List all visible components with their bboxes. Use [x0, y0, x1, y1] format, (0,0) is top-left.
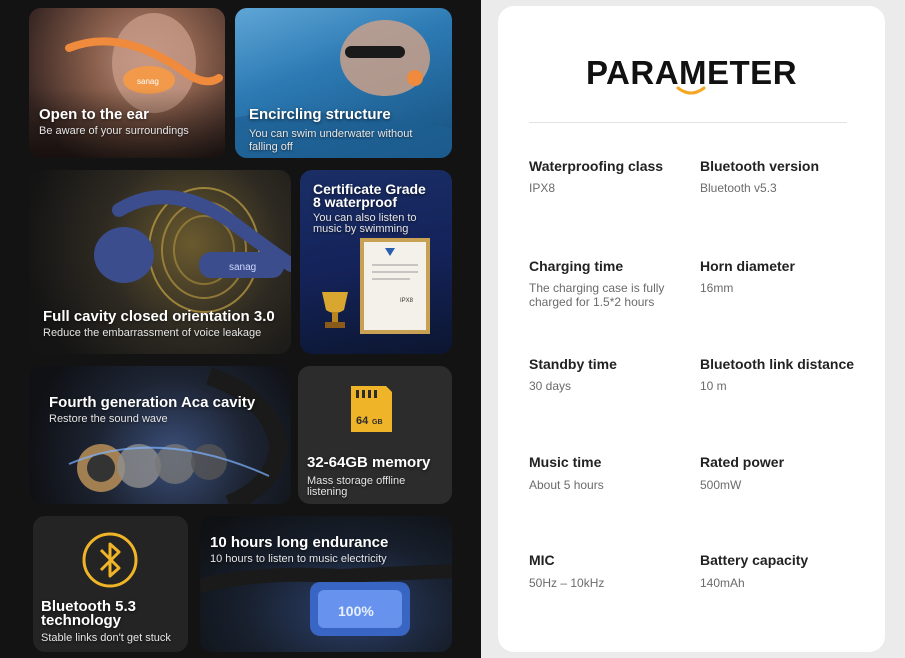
param-value-horn: 16mm [700, 281, 734, 295]
feature-title-line2: technology [41, 612, 122, 629]
param-label-battery: Battery capacity [700, 552, 809, 568]
feature-card-full-cavity [29, 170, 291, 354]
feature-title: Open to the ear [39, 106, 150, 123]
feature-subtitle-line2: music by swimming [313, 223, 409, 235]
param-value-bt-version: Bluetooth v5.3 [700, 181, 777, 195]
param-label-standby: Standby time [529, 356, 617, 372]
param-label-charging: Charging time [529, 258, 624, 274]
chip-number: 64 [356, 415, 369, 427]
smile-accent-icon [676, 86, 706, 96]
feature-subtitle: 10 hours to listen to music electricity [210, 553, 387, 565]
feature-subtitle-line1: Mass storage offline [307, 475, 406, 487]
param-value-charging-line1: The charging case is fully [529, 281, 665, 295]
feature-card-memory [298, 366, 452, 504]
cert-text: IPX8 [400, 298, 414, 304]
brand-text: sanag [229, 262, 257, 273]
feature-title: Full cavity closed orientation 3.0 [43, 308, 275, 325]
feature-card-certificate [300, 170, 452, 354]
param-label-waterproofing: Waterproofing class [529, 158, 664, 174]
feature-title: Fourth generation Aca cavity [49, 394, 256, 411]
param-label-link-distance: Bluetooth link distance [700, 356, 855, 372]
feature-subtitle-line1: You can swim underwater without [249, 128, 413, 140]
param-label-music: Music time [529, 454, 602, 470]
param-label-bt-version: Bluetooth version [700, 158, 820, 174]
certificate-trophy-illustration [300, 170, 452, 354]
feature-subtitle-line1: You can also listen to [313, 212, 417, 224]
param-value-waterproofing: IPX8 [529, 181, 556, 195]
param-value-standby: 30 days [529, 379, 572, 393]
speaker-driver-illustration [29, 366, 291, 504]
param-value-battery: 140mAh [700, 576, 745, 590]
feature-subtitle-line2: falling off [249, 141, 293, 153]
param-label-horn: Horn diameter [700, 258, 795, 274]
feature-subtitle: Stable links don't get stuck [41, 632, 171, 644]
feature-subtitle: Be aware of your surroundings [39, 125, 189, 137]
param-value-power: 500mW [700, 478, 742, 492]
feature-card-encircling [235, 8, 452, 158]
feature-card-bluetooth [33, 516, 188, 652]
feature-subtitle: Reduce the embarrassment of voice leakage [43, 327, 262, 339]
battery-badge: 100% [338, 603, 374, 619]
feature-subtitle: Restore the sound wave [49, 413, 168, 425]
param-value-charging-line2: charged for 1.5*2 hours [529, 295, 655, 309]
feature-card-aca-cavity [29, 366, 291, 504]
feature-title: 10 hours long endurance [210, 534, 389, 551]
chip-unit: GB [372, 419, 383, 426]
param-label-power: Rated power [700, 454, 785, 470]
feature-title-line2: 8 waterproof [313, 194, 398, 210]
feature-subtitle-line2: listening [307, 486, 348, 498]
divider [529, 122, 847, 123]
feature-title-line1: Bluetooth 5.3 [41, 598, 137, 615]
param-value-mic: 50Hz – 10kHz [529, 576, 605, 590]
parameter-card [498, 6, 885, 652]
param-value-link-distance: 10 m [700, 379, 727, 393]
param-label-mic: MIC [529, 552, 555, 568]
feature-title: Encircling structure [249, 106, 391, 123]
param-value-music: About 5 hours [529, 478, 604, 492]
feature-title-line1: Certificate Grade [313, 181, 426, 197]
feature-card-endurance [200, 516, 452, 652]
feature-card-open-ear [29, 8, 225, 158]
brand-text: sanag [137, 77, 159, 86]
feature-title: 32-64GB memory [307, 454, 431, 471]
parameter-title: PARAMETER [585, 54, 798, 91]
